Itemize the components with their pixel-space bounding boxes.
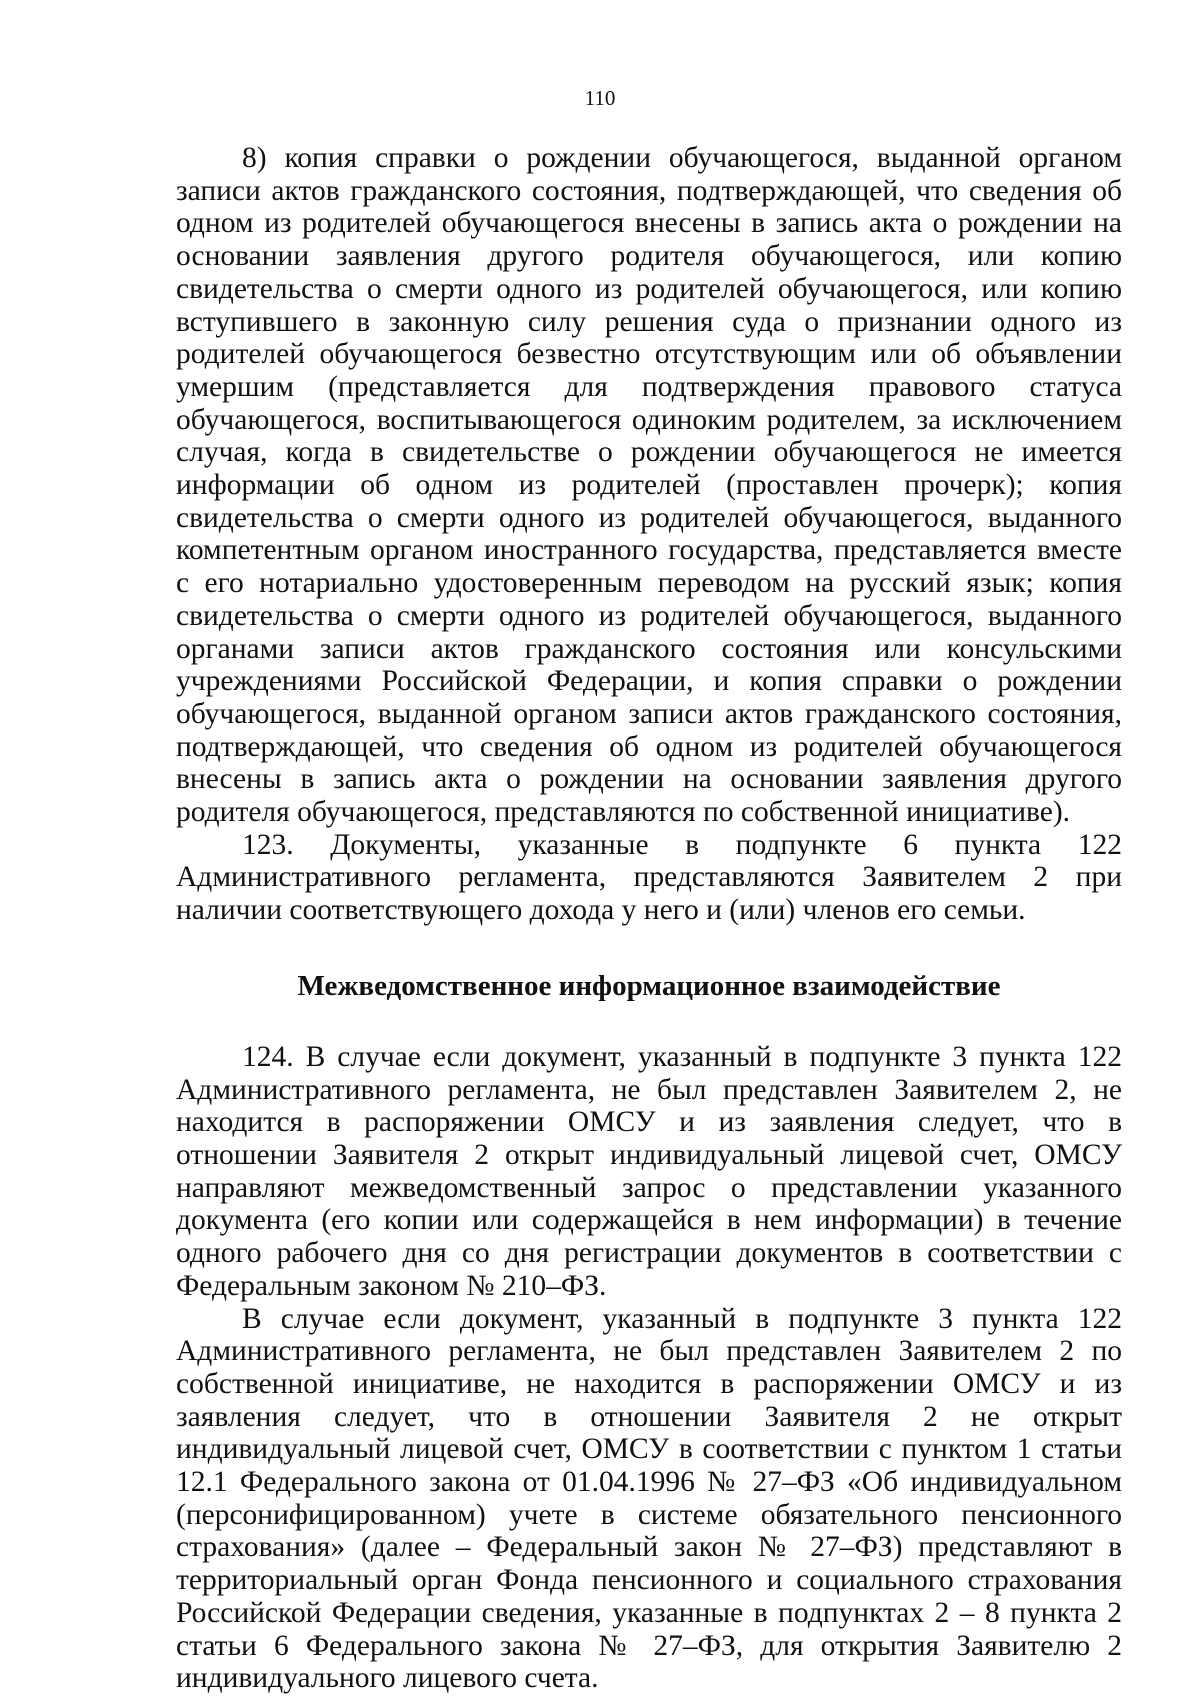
paragraph-123: 123. Документы, указанные в подпункте 6 пункта 122 Административного регламента, представляются Заявителем 2 при наличии соответствующего дохода у него и (или) членов его семьи. — [176, 828, 1122, 927]
section-title: Межведомственное информационное взаимодействие — [297, 969, 1001, 1002]
document-body — [176, 142, 1122, 1695]
paragraph-124: 124. В случае если документ, указанный в подпункте 3 пункта 122 Административного регламента, не был представлен Заявителем 2, не находится в распоряжении ОМСУ и из заявления следует, что в отношении Заявителя 2 открыт индивидуальный лицевой счет, ОМСУ направляют межведомственный запрос о представлении указанного документа (его копии или содержащейся в нем информации) в течение одного рабочего дня со дня регистрации документов в соответствии с Федеральным законом № 210–ФЗ. — [176, 1040, 1122, 1302]
paragraph-8-item: 8) копия справки о рождении обучающегося, выданной органом записи актов гражданского состояния, подтверждающей, что сведения об одном из родителей обучающегося внесены в запись акта о рождении на основании заявления другого родителя обучающегося, или копию свидетельства о смерти одного из родителей обучающегося, или копию вступившего в законную силу решения суда о признании одного из родителей обучающегося безвестно отсутствующим или об объявлении умершим (представляется для подтверждения правового статуса обучающегося, воспитывающегося одиноким родителем, за исключением случая, когда в свидетельстве о рождении обучающегося не имеется информации об одном из родителей (проставлен прочерк); копия свидетельства о смерти одного из родителей обучающегося, выданного компетентным органом иностранного государства, представляется вместе с его нотариально удостоверенным переводом на русский язык; копия свидетельства о смерти одного из родителей обучающегося, выданного органами записи актов гражданского состояния или консульскими учреждениями Российской Федерации, и копия справки о рождении обучающегося, выданной органом записи актов гражданского состояния, подтверждающей, что сведения об одном из родителей обучающегося внесены в запись акта о рождении на основании заявления другого родителя обучающегося, представляются по собственной инициативе). — [176, 142, 1122, 829]
page-number: 110 — [584, 86, 616, 110]
paragraph-124-continued: В случае если документ, указанный в подпункте 3 пункта 122 Административного регламента, не был представлен Заявителем 2 по собственной инициативе, не находится в распоряжении ОМСУ и из заявления следует, что в отношении Заявителя 2 не открыт индивидуальный лицевой счет, ОМСУ в соответствии с пунктом 1 статьи 12.1 Федерального закона от 01.04.1996 № 27–ФЗ «Об индивидуальном (персонифицированном) учете в системе обязательного пенсионного страхования» (далее – Федеральный закон № 27–ФЗ) представляют в территориальный орган Фонда пенсионного и социального страхования Российской Федерации сведения, указанные в подпунктах 2 – 8 пункта 2 статьи 6 Федерального закона № 27–ФЗ, для открытия Заявителю 2 индивидуального лицевого счета. — [176, 1302, 1122, 1695]
